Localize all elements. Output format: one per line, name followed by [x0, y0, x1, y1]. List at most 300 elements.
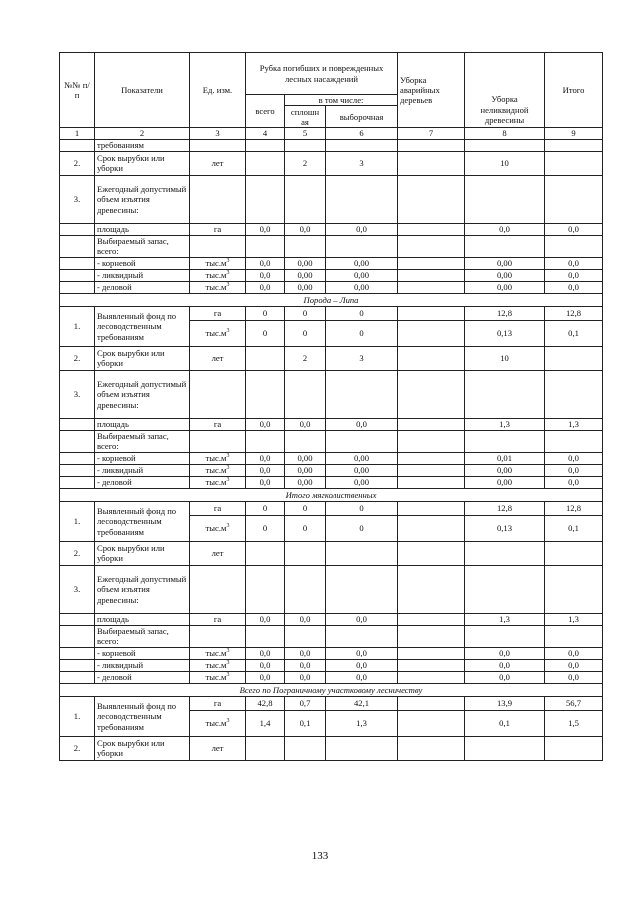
- row-value: [326, 565, 398, 613]
- row-indicator: - корневой: [95, 647, 190, 659]
- column-number-row: [60, 128, 603, 140]
- row-value: [398, 476, 465, 488]
- row-value: [285, 140, 326, 151]
- row-value: 0: [285, 515, 326, 541]
- row-number: [60, 281, 95, 293]
- row-value: 0,0: [545, 659, 603, 671]
- row-value: [398, 175, 465, 223]
- unit-superscript: 3: [226, 672, 230, 679]
- row-unit: [190, 452, 246, 464]
- row-value: 0,0: [545, 281, 603, 293]
- table-body: [60, 140, 603, 760]
- row-value: [545, 430, 603, 452]
- row-value: 0,00: [326, 269, 398, 281]
- row-value: 0,0: [545, 452, 603, 464]
- row-value: [398, 736, 465, 760]
- row-indicator: площадь: [95, 223, 190, 235]
- row-value: [326, 370, 398, 418]
- row-value: [326, 625, 398, 647]
- table-row: [60, 647, 603, 659]
- row-value: 0,00: [285, 476, 326, 488]
- row-number: 3.: [60, 565, 95, 613]
- row-number: [60, 476, 95, 488]
- row-value: [246, 625, 285, 647]
- row-indicator: - деловой: [95, 281, 190, 293]
- row-value: 0: [285, 320, 326, 346]
- row-value: 0,0: [545, 647, 603, 659]
- row-value: [398, 235, 465, 257]
- row-value: [465, 541, 545, 565]
- row-value: 0: [326, 320, 398, 346]
- row-value: [246, 175, 285, 223]
- table-row: [60, 370, 603, 418]
- unit-text: тыс.м: [205, 672, 227, 683]
- unit-text: тыс.м: [205, 660, 227, 671]
- row-number: [60, 613, 95, 625]
- unit-text: тыс.м: [205, 477, 227, 488]
- row-value: 10: [465, 151, 545, 175]
- row-number: [60, 647, 95, 659]
- row-value: [465, 235, 545, 257]
- row-indicator: Выбираемый запас, всего:: [95, 235, 190, 257]
- row-number: [60, 625, 95, 647]
- row-indicator: - ликвидный: [95, 269, 190, 281]
- row-value: [545, 625, 603, 647]
- row-unit: [190, 281, 246, 293]
- row-value: 0,00: [285, 257, 326, 269]
- row-number: [60, 464, 95, 476]
- row-value: 12,8: [465, 501, 545, 515]
- unit-text: тыс.м: [205, 648, 227, 659]
- row-unit: га: [190, 418, 246, 430]
- row-unit: [190, 370, 246, 418]
- row-indicator: Срок вырубки или уборки: [95, 346, 190, 370]
- row-number: 1.: [60, 306, 95, 346]
- row-value: [246, 140, 285, 151]
- row-value: [398, 647, 465, 659]
- row-value: [465, 625, 545, 647]
- row-value: [398, 710, 465, 736]
- header-felling-group: Рубка погибших и поврежденных лесных насаждений: [246, 53, 398, 95]
- row-value: 0,0: [246, 281, 285, 293]
- row-value: 12,8: [465, 306, 545, 320]
- row-value: [398, 320, 465, 346]
- unit-superscript: 3: [226, 453, 230, 460]
- row-value: 0,0: [246, 257, 285, 269]
- row-value: [398, 370, 465, 418]
- row-value: 0,0: [545, 464, 603, 476]
- row-number: 2.: [60, 736, 95, 760]
- unit-superscript: 3: [226, 282, 230, 289]
- row-value: [285, 625, 326, 647]
- row-indicator: площадь: [95, 418, 190, 430]
- row-unit: [190, 476, 246, 488]
- section-header-row: [60, 683, 603, 696]
- row-value: 0,0: [285, 659, 326, 671]
- unit-superscript: 3: [226, 328, 230, 335]
- unit-superscript: 3: [226, 718, 230, 725]
- row-value: [545, 151, 603, 175]
- column-number: 6: [326, 128, 398, 140]
- row-value: 0,0: [326, 671, 398, 683]
- row-unit: [190, 565, 246, 613]
- table-row: [60, 235, 603, 257]
- header-clear: сплошн ая: [285, 106, 326, 128]
- table-row: [60, 346, 603, 370]
- row-value: 1,3: [545, 613, 603, 625]
- row-value: [398, 452, 465, 464]
- row-unit: [190, 647, 246, 659]
- row-unit: [190, 464, 246, 476]
- row-number: [60, 140, 95, 151]
- row-value: [326, 140, 398, 151]
- unit-text: тыс.м: [205, 465, 227, 476]
- row-value: [246, 736, 285, 760]
- row-unit: [190, 140, 246, 151]
- table-row: [60, 671, 603, 683]
- row-unit: [190, 235, 246, 257]
- unit-superscript: 3: [226, 465, 230, 472]
- row-unit: [190, 175, 246, 223]
- row-number: 3.: [60, 175, 95, 223]
- row-value: 0,0: [545, 476, 603, 488]
- row-indicator: - деловой: [95, 476, 190, 488]
- row-value: 0,0: [545, 671, 603, 683]
- row-value: 0: [246, 320, 285, 346]
- column-number: 8: [465, 128, 545, 140]
- unit-text: тыс.м: [205, 523, 227, 534]
- row-value: 0,0: [246, 269, 285, 281]
- table-row: [60, 257, 603, 269]
- row-indicator: требованиям: [95, 140, 190, 151]
- header-total-sub: всего: [246, 95, 285, 128]
- row-value: [545, 346, 603, 370]
- row-value: 0,0: [285, 613, 326, 625]
- row-value: 1,4: [246, 710, 285, 736]
- row-number: [60, 659, 95, 671]
- row-value: 0,1: [285, 710, 326, 736]
- row-value: [398, 625, 465, 647]
- row-value: 0: [326, 501, 398, 515]
- unit-superscript: 3: [226, 270, 230, 277]
- row-indicator: Выбираемый запас, всего:: [95, 625, 190, 647]
- row-unit: га: [190, 306, 246, 320]
- row-unit: лет: [190, 346, 246, 370]
- row-value: [398, 151, 465, 175]
- row-number: [60, 269, 95, 281]
- row-value: [326, 235, 398, 257]
- row-value: 2: [285, 151, 326, 175]
- row-value: 3: [326, 151, 398, 175]
- row-value: 0: [285, 306, 326, 320]
- row-value: 0,0: [545, 269, 603, 281]
- table-row: [60, 140, 603, 151]
- row-value: 0,01: [465, 452, 545, 464]
- row-value: 0,00: [326, 281, 398, 293]
- row-unit: га: [190, 696, 246, 710]
- row-number: 1.: [60, 501, 95, 541]
- header-indicators: Показатели: [95, 53, 190, 128]
- row-value: 0: [246, 501, 285, 515]
- row-value: 0,0: [545, 223, 603, 235]
- row-value: 0,13: [465, 515, 545, 541]
- row-indicator: - деловой: [95, 671, 190, 683]
- row-indicator: - ликвидный: [95, 659, 190, 671]
- table-row: [60, 452, 603, 464]
- row-number: [60, 418, 95, 430]
- row-number: [60, 452, 95, 464]
- row-value: [398, 696, 465, 710]
- unit-text: тыс.м: [205, 718, 227, 729]
- table-row: [60, 696, 603, 710]
- row-indicator: Ежегодный допустимый объем изъятия древесины:: [95, 565, 190, 613]
- section-header-row: [60, 488, 603, 501]
- row-unit: [190, 430, 246, 452]
- row-value: 42,1: [326, 696, 398, 710]
- table-row: [60, 175, 603, 223]
- section-title: Итого мягколиственных: [60, 488, 603, 501]
- row-value: [398, 223, 465, 235]
- table-row: [60, 151, 603, 175]
- row-number: 2.: [60, 346, 95, 370]
- row-value: 0,1: [465, 710, 545, 736]
- table-row: [60, 418, 603, 430]
- row-value: 0,0: [465, 223, 545, 235]
- row-number: 1.: [60, 696, 95, 736]
- row-value: 0,00: [465, 476, 545, 488]
- row-value: 3: [326, 346, 398, 370]
- row-value: 0,0: [246, 452, 285, 464]
- row-value: [398, 140, 465, 151]
- column-number: 7: [398, 128, 465, 140]
- row-value: [398, 659, 465, 671]
- row-value: [545, 541, 603, 565]
- row-value: 0,0: [326, 418, 398, 430]
- header-including: в том числе:: [285, 95, 398, 106]
- row-value: 1,3: [465, 418, 545, 430]
- row-value: 0: [326, 306, 398, 320]
- row-number: 2.: [60, 541, 95, 565]
- row-value: 1,3: [465, 613, 545, 625]
- row-value: 0,0: [246, 464, 285, 476]
- row-value: 0,00: [326, 257, 398, 269]
- row-number: [60, 235, 95, 257]
- row-number: [60, 223, 95, 235]
- row-value: [398, 515, 465, 541]
- row-value: 1,3: [545, 418, 603, 430]
- row-value: [246, 541, 285, 565]
- row-value: 0,0: [246, 659, 285, 671]
- row-value: 0,00: [326, 452, 398, 464]
- section-header-row: [60, 293, 603, 306]
- table-row: [60, 625, 603, 647]
- row-value: [545, 370, 603, 418]
- row-indicator: Ежегодный допустимый объем изъятия древесины:: [95, 370, 190, 418]
- header-selective: выборочная: [326, 106, 398, 128]
- row-indicator: - корневой: [95, 452, 190, 464]
- column-number: 3: [190, 128, 246, 140]
- row-value: [545, 565, 603, 613]
- row-value: 0,0: [465, 659, 545, 671]
- row-value: [246, 565, 285, 613]
- row-indicator: Ежегодный допустимый объем изъятия древесины:: [95, 175, 190, 223]
- table-row: [60, 659, 603, 671]
- row-value: 0,0: [285, 418, 326, 430]
- row-number: 3.: [60, 370, 95, 418]
- row-value: [398, 671, 465, 683]
- row-value: 12,8: [545, 501, 603, 515]
- row-value: 0,0: [545, 257, 603, 269]
- row-value: 0,13: [465, 320, 545, 346]
- row-unit: га: [190, 223, 246, 235]
- row-value: [246, 346, 285, 370]
- row-value: [246, 151, 285, 175]
- row-value: 42,8: [246, 696, 285, 710]
- row-unit: га: [190, 501, 246, 515]
- row-value: 0: [326, 515, 398, 541]
- row-value: 0,0: [246, 647, 285, 659]
- table-row: [60, 223, 603, 235]
- table-row: [60, 281, 603, 293]
- table-row: [60, 430, 603, 452]
- row-value: [398, 464, 465, 476]
- row-value: 0,0: [326, 613, 398, 625]
- row-value: [246, 430, 285, 452]
- row-value: [545, 140, 603, 151]
- row-value: 12,8: [545, 306, 603, 320]
- row-value: 0,0: [285, 671, 326, 683]
- row-value: [398, 346, 465, 370]
- row-value: [246, 235, 285, 257]
- row-unit: [190, 515, 246, 541]
- row-value: 0,0: [465, 671, 545, 683]
- row-value: [285, 370, 326, 418]
- unit-text: тыс.м: [205, 270, 227, 281]
- row-indicator: Срок вырубки или уборки: [95, 151, 190, 175]
- row-unit: лет: [190, 541, 246, 565]
- table-row: [60, 565, 603, 613]
- row-value: 0,00: [285, 281, 326, 293]
- row-unit: лет: [190, 736, 246, 760]
- row-value: [465, 140, 545, 151]
- row-value: [398, 541, 465, 565]
- section-title: Всего по Пограничному участковому лесничеству: [60, 683, 603, 696]
- row-value: [285, 175, 326, 223]
- header-num: №№ п/п: [60, 53, 95, 128]
- row-value: [398, 501, 465, 515]
- row-value: 0,0: [326, 223, 398, 235]
- row-value: [465, 736, 545, 760]
- row-value: [285, 565, 326, 613]
- row-number: [60, 430, 95, 452]
- column-number: 5: [285, 128, 326, 140]
- table-row: [60, 736, 603, 760]
- row-indicator: Срок вырубки или уборки: [95, 541, 190, 565]
- row-value: [465, 430, 545, 452]
- row-value: [545, 736, 603, 760]
- row-value: 0,1: [545, 320, 603, 346]
- row-number: [60, 671, 95, 683]
- column-number: 2: [95, 128, 190, 140]
- row-value: 0,7: [285, 696, 326, 710]
- row-value: 0,00: [285, 452, 326, 464]
- row-value: [285, 235, 326, 257]
- row-value: [285, 430, 326, 452]
- row-value: [398, 281, 465, 293]
- row-unit: [190, 269, 246, 281]
- row-value: 10: [465, 346, 545, 370]
- row-indicator: Выбираемый запас, всего:: [95, 430, 190, 452]
- row-value: 0: [246, 515, 285, 541]
- unit-text: тыс.м: [205, 282, 227, 293]
- page-number: 133: [311, 850, 329, 862]
- row-value: [465, 565, 545, 613]
- table-row: [60, 501, 603, 515]
- row-value: 0: [285, 501, 326, 515]
- table-row: [60, 541, 603, 565]
- row-value: [246, 370, 285, 418]
- unit-superscript: 3: [226, 660, 230, 667]
- table-row: [60, 306, 603, 320]
- row-value: [398, 565, 465, 613]
- row-value: 0,0: [246, 476, 285, 488]
- unit-text: тыс.м: [205, 258, 227, 269]
- row-number: 2.: [60, 151, 95, 175]
- row-value: [545, 235, 603, 257]
- row-unit: [190, 710, 246, 736]
- row-value: [326, 541, 398, 565]
- row-value: 0,0: [246, 418, 285, 430]
- table-row: [60, 464, 603, 476]
- row-unit: [190, 659, 246, 671]
- row-value: 0,00: [326, 464, 398, 476]
- row-unit: [190, 671, 246, 683]
- unit-superscript: 3: [226, 523, 230, 530]
- header-sum: Итого: [545, 53, 603, 128]
- row-indicator: площадь: [95, 613, 190, 625]
- row-value: [398, 418, 465, 430]
- row-value: 0,00: [285, 464, 326, 476]
- row-indicator: Выявленный фонд по лесоводственным требованиям: [95, 306, 190, 346]
- row-unit: [190, 257, 246, 269]
- row-value: [326, 736, 398, 760]
- row-value: [326, 175, 398, 223]
- row-value: 0,0: [246, 223, 285, 235]
- row-value: 0,0: [285, 223, 326, 235]
- row-indicator: - ликвидный: [95, 464, 190, 476]
- row-value: [285, 736, 326, 760]
- row-value: 0,00: [465, 269, 545, 281]
- row-value: 0,1: [545, 515, 603, 541]
- row-value: 2: [285, 346, 326, 370]
- row-value: 0: [246, 306, 285, 320]
- header-emergency: Уборка аварийных деревьев: [398, 53, 465, 128]
- row-value: 1,3: [326, 710, 398, 736]
- row-value: 0,0: [285, 647, 326, 659]
- table-row: [60, 476, 603, 488]
- row-value: [465, 175, 545, 223]
- forest-data-table: [59, 52, 603, 761]
- column-number: 4: [246, 128, 285, 140]
- row-value: 0,00: [465, 281, 545, 293]
- row-value: [398, 613, 465, 625]
- row-value: 0,0: [246, 613, 285, 625]
- unit-text: тыс.м: [205, 328, 227, 339]
- row-value: 0,00: [465, 464, 545, 476]
- row-unit: [190, 625, 246, 647]
- row-unit: га: [190, 613, 246, 625]
- row-value: [398, 269, 465, 281]
